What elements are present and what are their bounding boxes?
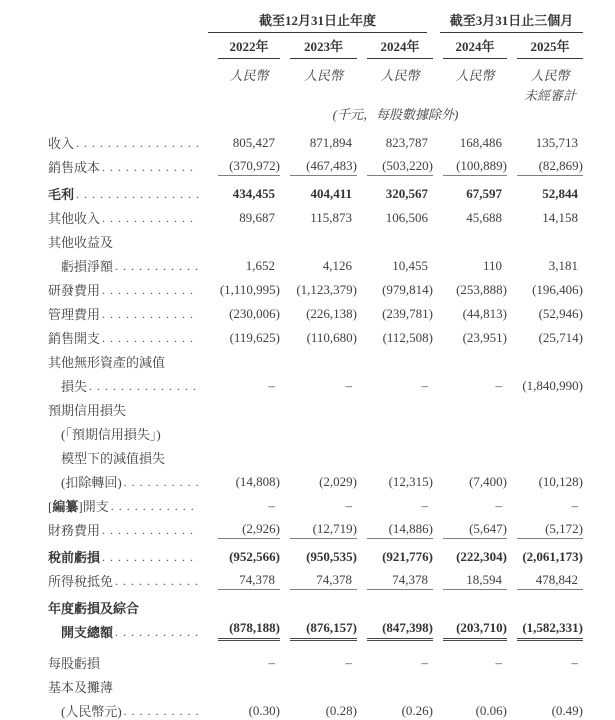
value-cell: 106,506 — [385, 210, 428, 225]
value-cell: 871,894 — [309, 135, 352, 150]
value-cell: 3,181 — [548, 258, 578, 273]
value-cell: – — [345, 378, 352, 393]
value-cell: – — [268, 498, 275, 513]
value-cell: (82,869) — [507, 157, 583, 176]
value-cell: (10,128) — [538, 474, 583, 489]
value-cell: (847,398) — [357, 619, 433, 641]
row-impairment-intangibles-label: 其他無形資產的減值 — [48, 355, 166, 370]
value-cell: (952,566) — [229, 549, 280, 564]
value-cell: 67,597 — [466, 186, 502, 201]
unaudited-row — [48, 84, 583, 104]
leader-dots — [102, 281, 199, 299]
value-cell: 4,126 — [322, 258, 352, 273]
value-cell: 89,687 — [239, 210, 275, 225]
row-basic-diluted-label: 基本及攤薄 — [48, 680, 114, 695]
value-cell: – — [495, 655, 502, 670]
row-income-tax-credit: 所得稅抵免 . . . 74,378 74,378 74,378 18,594 478,842 — [48, 566, 583, 590]
value-cell: (1,110,995) — [219, 282, 280, 297]
value-cell: (1,123,379) — [296, 282, 357, 297]
value-cell: (876,157) — [280, 619, 357, 641]
row-total-loss-label: 年度虧損及綜合 — [48, 601, 140, 616]
value-cell: 74,378 — [208, 571, 280, 590]
row-basic-diluted-eps: (人民幣元) . . . (0.30) (0.28) (0.26) (0.06) (0.49) — [48, 696, 583, 720]
row-redacted-expenses: [編纂]開支 . . . – – – – – — [48, 491, 583, 515]
value-cell: 52,844 — [542, 186, 578, 201]
leader-dots — [89, 377, 199, 395]
value-cell: – — [268, 378, 275, 393]
leader-dots — [102, 305, 199, 323]
value-cell: 320,567 — [385, 186, 428, 201]
value-cell: (2,061,173) — [522, 549, 583, 564]
value-cell: 74,378 — [357, 571, 433, 590]
row-revenue: 收入 . . . 805,427 871,894 823,787 168,486 135,713 — [48, 128, 583, 152]
row-ecl-impairment-net: (扣除轉回) . . . (14,808) (2,029) (12,315) (7,400) (10,128) — [48, 467, 583, 491]
leader-dots — [76, 134, 199, 152]
value-cell: 823,787 — [385, 135, 428, 150]
value-cell: – — [421, 655, 428, 670]
value-cell: (23,951) — [462, 330, 507, 345]
value-cell: (226,138) — [306, 306, 357, 321]
value-cell: 404,411 — [310, 186, 352, 201]
value-cell: (1,840,990) — [522, 378, 583, 393]
value-cell: (467,483) — [280, 157, 357, 176]
value-cell: – — [345, 655, 352, 670]
row-impairment-intangibles-loss: 損失 . . . – – – – (1,840,990) — [48, 371, 583, 395]
period-group-annual — [208, 10, 427, 33]
value-cell: – — [268, 655, 275, 670]
leader-dots — [76, 185, 199, 203]
leader-dots — [115, 572, 199, 590]
currency-cell: 人民幣 — [380, 68, 420, 83]
value-cell: (253,888) — [456, 282, 507, 297]
value-cell: (119,625) — [229, 330, 280, 345]
value-cell: (370,972) — [208, 157, 280, 176]
value-cell: (14,886) — [357, 520, 433, 539]
value-cell: (14,808) — [235, 474, 280, 489]
currency-cell: 人民幣 — [530, 68, 570, 83]
row-gross-profit: 毛利 . . . 434,455 404,411 320,567 67,597 52,844 — [48, 179, 583, 203]
period-group-quarterly-title: 截至3月31日止三個月 — [449, 13, 574, 28]
leader-dots — [115, 257, 199, 275]
value-cell: (12,315) — [388, 474, 433, 489]
value-cell: 478,842 — [507, 571, 583, 590]
row-other-gains-losses-label: 其他收益及 — [48, 235, 114, 250]
value-cell: (503,220) — [357, 157, 433, 176]
leader-dots — [102, 521, 199, 539]
value-cell: (0.06) — [475, 703, 507, 718]
value-cell: 74,378 — [280, 571, 357, 590]
value-cell: (979,814) — [382, 282, 433, 297]
value-cell: (12,719) — [280, 520, 357, 539]
year-header-row — [48, 33, 583, 59]
value-cell: (44,813) — [462, 306, 507, 321]
value-cell: (5,647) — [433, 520, 507, 539]
value-cell: 168,486 — [459, 135, 502, 150]
value-cell: 14,158 — [542, 210, 578, 225]
row-cost-of-sales: 銷售成本 . . . (370,972) (467,483) (503,220) (100,889) (82,869) — [48, 152, 583, 176]
leader-dots — [102, 548, 199, 566]
value-cell: – — [571, 498, 578, 513]
row-other-gains-losses-net: 虧損淨額 . . . 1,652 4,126 10,455 110 3,181 — [48, 251, 583, 275]
period-group-annual-title: 截至12月31日止年度 — [258, 13, 376, 28]
value-cell: – — [571, 655, 578, 670]
value-cell: (196,406) — [532, 282, 583, 297]
value-cell: (921,776) — [382, 549, 433, 564]
leader-dots — [115, 623, 199, 641]
value-cell: (2,029) — [319, 474, 357, 489]
year-column-2024: 2024年 — [357, 39, 433, 59]
unaudited-cell: 未經審計 — [523, 88, 576, 103]
year-column-2023: 2023年 — [280, 39, 357, 59]
value-cell: – — [495, 378, 502, 393]
value-cell: (230,006) — [229, 306, 280, 321]
value-cell: – — [495, 498, 502, 513]
row-finance-costs: 財務費用 . . . (2,926) (12,719) (14,886) (5,647) (5,172) — [48, 515, 583, 539]
value-cell: 110 — [482, 258, 502, 273]
year-column-2022: 2022年 — [208, 39, 280, 59]
value-cell: 135,713 — [535, 135, 578, 150]
value-cell: 18,594 — [433, 571, 507, 590]
leader-dots — [102, 158, 199, 176]
value-cell: 1,652 — [245, 258, 275, 273]
value-cell: 434,455 — [232, 186, 275, 201]
value-cell: (239,781) — [382, 306, 433, 321]
value-cell: (110,680) — [306, 330, 357, 345]
currency-row — [48, 59, 583, 84]
row-rd-expenses: 研發費用 . . . (1,110,995) (1,123,379) (979,814) (253,888) (196,406) — [48, 275, 583, 299]
leader-dots — [124, 473, 199, 491]
row-admin-expenses: 管理費用 . . . (230,006) (226,138) (239,781) (44,813) (52,946) — [48, 299, 583, 323]
value-cell: (2,926) — [208, 520, 280, 539]
unit-note: (千元，每股數據除外) — [332, 107, 459, 122]
value-cell: (878,188) — [208, 619, 280, 641]
value-cell: (0.30) — [248, 703, 280, 718]
value-cell: (112,508) — [382, 330, 433, 345]
value-cell: – — [345, 498, 352, 513]
currency-cell: 人民幣 — [303, 68, 343, 83]
row-total-loss: 開支總額 . . . (878,188) (876,157) (847,398) (203,710) (1,582,331) — [48, 617, 583, 641]
year-column-2025-q1: 2025年 — [507, 39, 583, 59]
period-group-header — [208, 10, 583, 33]
value-cell: – — [421, 498, 428, 513]
value-cell: (0.49) — [551, 703, 583, 718]
row-selling-expenses: 銷售開支 . . . (119,625) (110,680) (112,508) (23,951) (25,714) — [48, 323, 583, 347]
row-ecl-label-2: (「預期信用損失」) — [61, 427, 161, 442]
row-loss-before-tax: 稅前虧損 . . . (952,566) (950,535) (921,776) (222,304) (2,061,173) — [48, 542, 583, 566]
value-cell: (222,304) — [456, 549, 507, 564]
currency-cell: 人民幣 — [455, 68, 495, 83]
value-cell: (1,582,331) — [507, 619, 583, 641]
period-group-quarterly — [440, 10, 583, 33]
year-column-2024-q1: 2024年 — [433, 39, 507, 59]
row-ecl-label-3: 模型下的減值損失 — [61, 451, 166, 466]
value-cell: (100,889) — [433, 157, 507, 176]
value-cell: 10,455 — [392, 258, 428, 273]
leader-dots — [102, 329, 199, 347]
value-cell: (203,710) — [433, 619, 507, 641]
value-cell: 45,688 — [466, 210, 502, 225]
leader-dots — [124, 702, 199, 720]
value-cell: (5,172) — [507, 520, 583, 539]
row-loss-per-share: 每股虧損 – – – – – — [48, 648, 583, 672]
value-cell: – — [421, 378, 428, 393]
row-other-income: 其他收入 . . . 89,687 115,873 106,506 45,688 14,158 — [48, 203, 583, 227]
row-ecl-label-1: 預期信用損失 — [48, 403, 127, 418]
value-cell: (0.28) — [325, 703, 357, 718]
value-cell: (950,535) — [306, 549, 357, 564]
value-cell: 115,873 — [310, 210, 352, 225]
value-cell: (0.26) — [401, 703, 433, 718]
leader-dots — [102, 209, 199, 227]
value-cell: (25,714) — [538, 330, 583, 345]
currency-cell: 人民幣 — [229, 68, 269, 83]
value-cell: (52,946) — [538, 306, 583, 321]
leader-dots — [111, 497, 199, 515]
value-cell: 805,427 — [232, 135, 275, 150]
value-cell: (7,400) — [469, 474, 507, 489]
